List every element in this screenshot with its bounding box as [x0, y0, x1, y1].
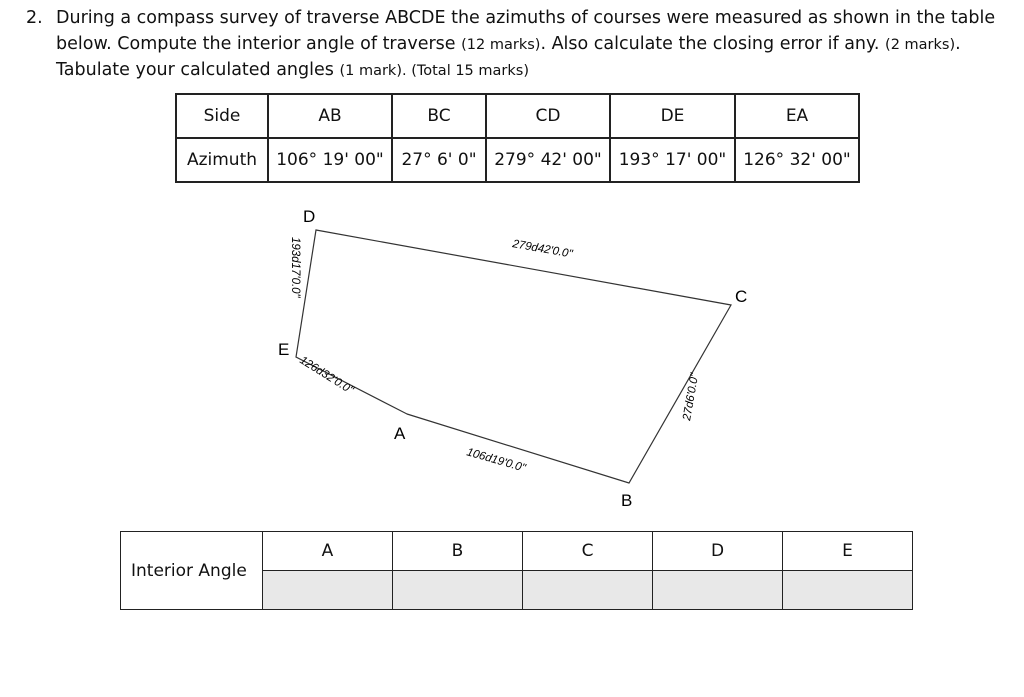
- edge-label-ea: 126d32'0.0": [297, 354, 356, 397]
- point-label-d: D: [303, 207, 316, 226]
- interior-angle-table: [120, 531, 913, 610]
- side-bc: BC: [392, 94, 486, 138]
- point-label-e: E: [278, 340, 290, 359]
- marks-total: (1 mark). (Total 15 marks): [339, 63, 529, 79]
- answer-cell-a[interactable]: [263, 571, 393, 610]
- col-header-c: C: [523, 532, 653, 571]
- interior-angle-header-row: [121, 532, 913, 571]
- side-cd: CD: [486, 94, 610, 138]
- azimuth-cd: 279° 42' 00": [486, 138, 610, 182]
- point-label-b: B: [621, 491, 633, 510]
- col-header-e: E: [783, 532, 913, 571]
- question-line-1: During a compass survey of traverse ABCDE the azimuths of courses were measured as shown in the table: [56, 8, 996, 28]
- point-label-c: C: [735, 287, 748, 306]
- azimuth-bc: 27° 6' 0": [392, 138, 486, 182]
- edge-label-cd: 279d42'0.0": [511, 238, 574, 261]
- edge-label-bc: 27d6'0.0": [681, 372, 702, 422]
- edge-label-ab: 106d19'0.0": [465, 446, 527, 475]
- azimuth-ea: 126° 32' 00": [735, 138, 859, 182]
- question-line-2-text-b: . Also calculate the closing error if any.: [540, 33, 880, 54]
- side-ab: AB: [268, 94, 392, 138]
- answer-cell-b[interactable]: [393, 571, 523, 610]
- answer-cell-c[interactable]: [523, 571, 653, 610]
- answer-cell-e[interactable]: [783, 571, 913, 610]
- question-line-3-text: Tabulate your calculated angles: [56, 60, 334, 80]
- marks-closing: (2 marks): [885, 36, 956, 53]
- azimuth-row-label: Azimuth: [176, 138, 268, 182]
- point-label-a: A: [394, 424, 406, 443]
- side-de: DE: [610, 94, 735, 138]
- col-header-a: A: [263, 532, 393, 571]
- side-header: Side: [176, 94, 268, 138]
- question-number: 2.: [26, 8, 43, 28]
- edge-label-de: 193d17'0.0": [289, 237, 301, 298]
- question-line-2-text: below. Compute the interior angle of traverse: [56, 33, 456, 54]
- col-header-d: D: [653, 532, 783, 571]
- traverse-polygon: [296, 230, 731, 483]
- azimuth-de: 193° 17' 00": [610, 138, 735, 182]
- azimuth-ab: 106° 19' 00": [268, 138, 392, 182]
- col-header-b: B: [393, 532, 523, 571]
- question-line-2-end: .: [955, 33, 961, 54]
- interior-angle-label: Interior Angle: [121, 532, 263, 610]
- answer-cell-d[interactable]: [653, 571, 783, 610]
- marks-compute: (12 marks): [461, 36, 541, 53]
- side-ea: EA: [735, 94, 859, 138]
